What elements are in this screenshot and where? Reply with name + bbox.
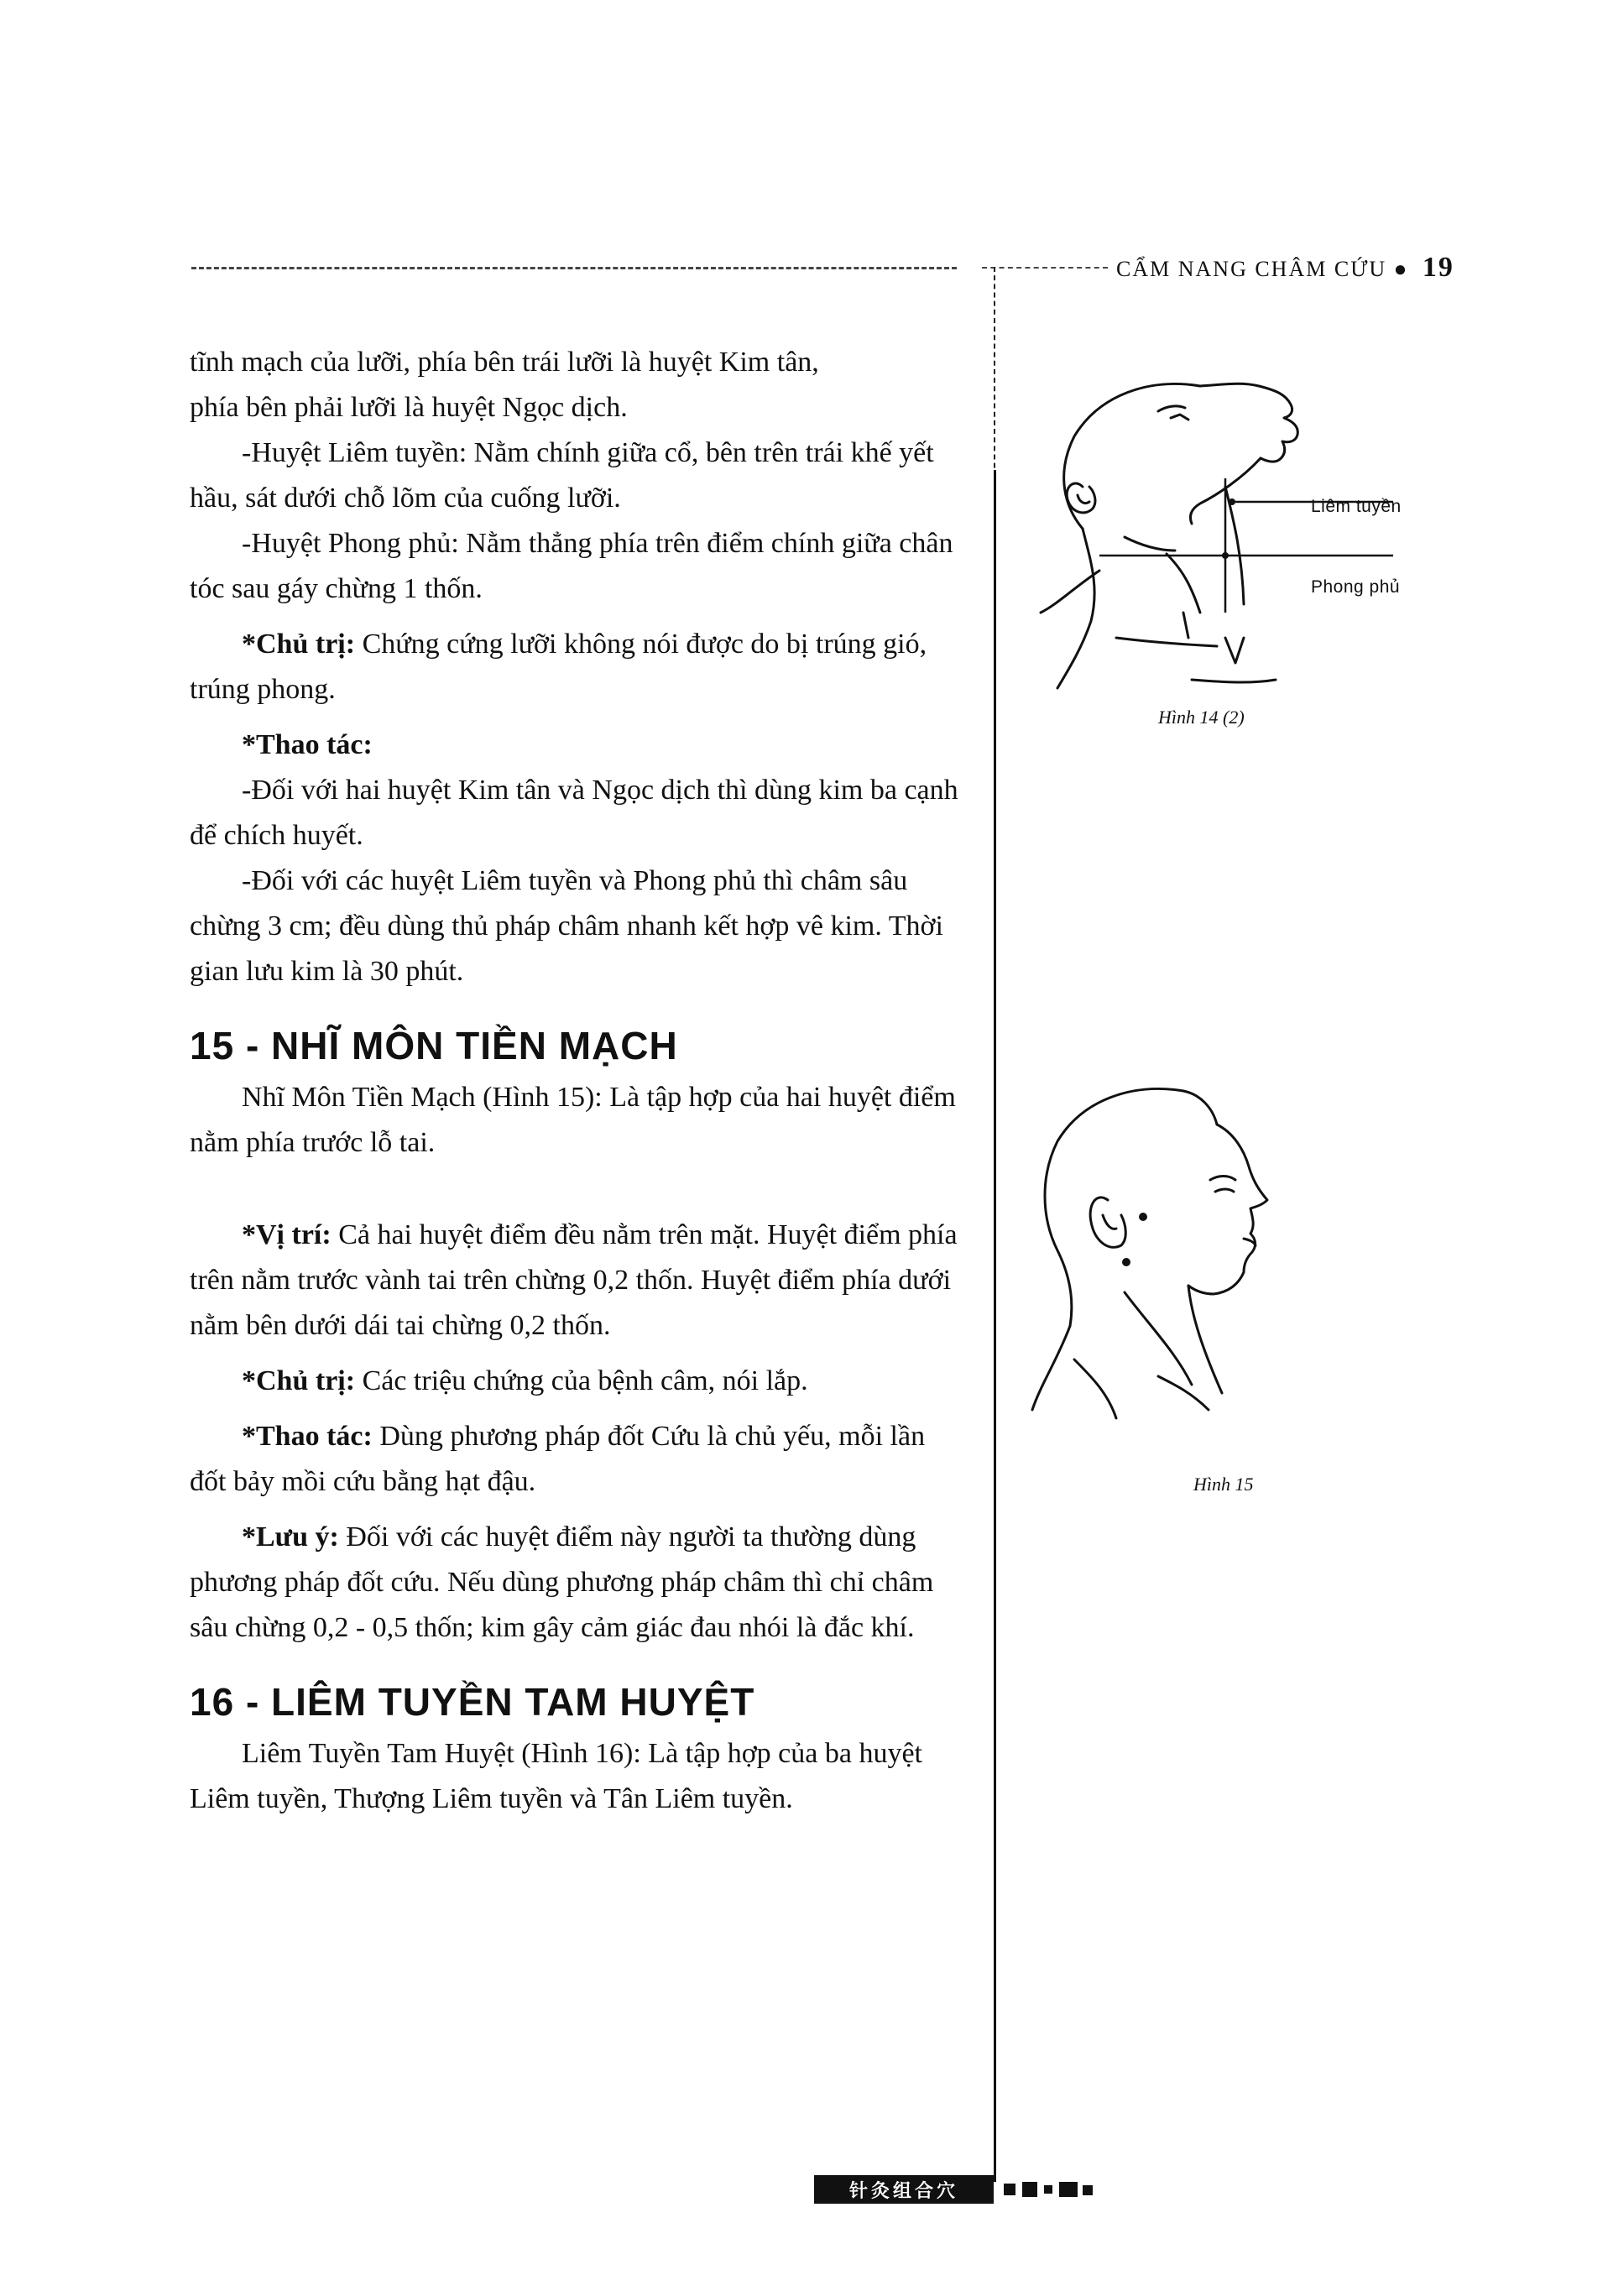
head-profile-drawing: [1024, 1074, 1326, 1427]
label: *Lưu ý:: [242, 1521, 339, 1552]
column-divider-top: [994, 267, 995, 485]
header-rule: [191, 267, 957, 269]
paragraph: [190, 622, 962, 712]
paragraph: Liêm Tuyền Tam Huyệt (Hình 16): Là tập hợp của ba huyệt Liêm tuyền, Thượng Liêm tuyền và Tân Liêm tuyền.: [190, 1738, 922, 1814]
head-tilted-back-drawing: [1024, 361, 1410, 713]
paragraph: Nhĩ Môn Tiền Mạch (Hình 15): Là tập hợp của hai huyệt điểm nằm phía trước lỗ tai.: [190, 1082, 956, 1158]
label-liem-tuyen: Liêm tuyền: [1311, 497, 1402, 516]
text-column: [190, 340, 962, 1822]
acupoint-upper: [1139, 1213, 1147, 1221]
running-header: [1116, 252, 1454, 284]
paragraph: -Đối với các huyệt Liêm tuyền và Phong phủ thì châm sâu chừng 3 cm; đều dùng thủ pháp châm nhanh kết hợp vê kim. Thời gian lưu kim là 30 phút.: [190, 865, 943, 987]
text: Chứng cứng lưỡi không nói được do bị trúng gió, trúng phong.: [190, 629, 927, 705]
label: *Thao tác:: [242, 1421, 373, 1452]
paragraph: [190, 1414, 962, 1505]
label: *Chủ trị:: [242, 1365, 356, 1396]
paragraph: -Huyệt Phong phủ: Nằm thẳng phía trên điểm chính giữa chân tóc sau gáy chừng 1 thốn.: [190, 528, 953, 604]
figure-14-caption: Hình 14 (2): [1158, 707, 1245, 728]
footer-ornament: [999, 2179, 1108, 2200]
page-number: 19: [1422, 252, 1454, 283]
figure-15-illustration: [1024, 1074, 1326, 1427]
figure-14-illustration: [1024, 361, 1410, 713]
text: Các triệu chứng của bệnh câm, nói lắp.: [355, 1365, 808, 1396]
text: Dùng phương pháp đốt Cứu là chủ yếu, mỗi lần đốt bảy mồi cứu bằng hạt đậu.: [190, 1421, 926, 1497]
label: *Chủ trị:: [242, 629, 356, 660]
paragraph: [190, 1213, 962, 1349]
paragraph: [190, 1515, 962, 1651]
paragraph: [190, 1359, 962, 1404]
column-divider: [994, 470, 996, 2182]
paragraph: [190, 723, 962, 768]
paragraph: phía bên phải lưỡi là huyệt Ngọc dịch.: [190, 392, 628, 423]
paragraph: -Huyệt Liêm tuyền: Nằm chính giữa cổ, bên trên trái khế yết hầu, sát dưới chỗ lõm của cuống lưỡi.: [190, 437, 934, 514]
footer-stamp: 针灸组合穴: [814, 2175, 994, 2204]
running-title: CẨM NANG CHÂM CỨU: [1116, 257, 1387, 281]
paragraph: tĩnh mạch của lưỡi, phía bên trái lưỡi là huyệt Kim tân,: [190, 347, 819, 378]
paragraph: -Đối với hai huyệt Kim tân và Ngọc dịch thì dùng kim ba cạnh để chích huyết.: [190, 775, 958, 851]
bullet: ●: [1393, 257, 1409, 281]
text: Cả hai huyệt điểm đều nằm trên mặt. Huyệt điểm phía trên nằm trước vành tai trên chừng 0,2 thốn. Huyệt điểm phía dưới nằm bên dưới dái tai chừng 0,2 thốn.: [190, 1219, 958, 1341]
section-heading-15: 15 - NHĨ MÔN TIỀN MẠCH: [190, 1024, 678, 1067]
label: *Vị trí:: [242, 1219, 332, 1250]
header-rule-right: [982, 267, 1108, 269]
text: Đối với các huyệt điểm này người ta thường dùng phương pháp đốt cứu. Nếu dùng phương pháp châm thì chỉ châm sâu chừng 0,2 - 0,5 thốn; kim gây cảm giác đau nhói là đắc khí.: [190, 1521, 934, 1643]
figure-15-caption: Hình 15: [1193, 1474, 1254, 1495]
label: *Thao tác:: [242, 729, 373, 760]
acupoint-lower: [1122, 1258, 1130, 1266]
label-phong-phu: Phong phủ: [1311, 577, 1401, 597]
section-heading-16: 16 - LIÊM TUYỀN TAM HUYỆT: [190, 1680, 755, 1724]
